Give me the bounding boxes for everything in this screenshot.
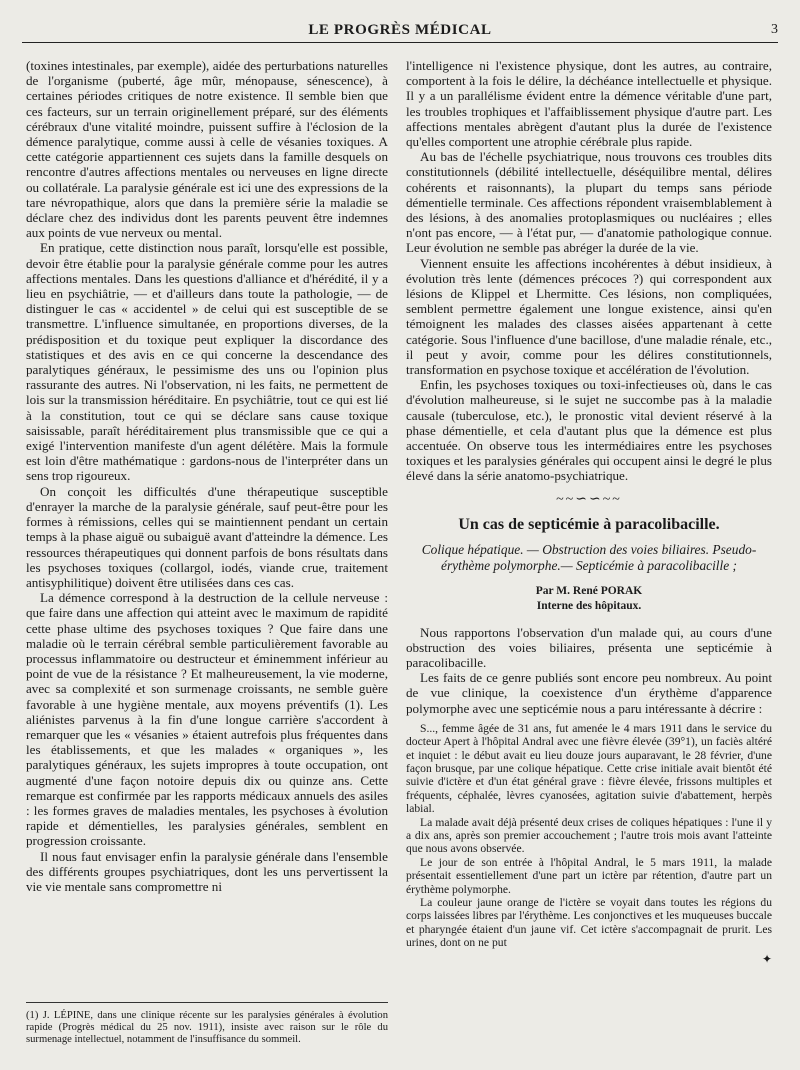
left-column <box>26 58 388 894</box>
article-subtitle: Colique hépatique. — Obstruction des voies biliaires. Pseudo-érythème polymorphe.— Septicémie à paracolibacille ; <box>421 542 757 574</box>
paragraph: On conçoit les difficultés d'une thérapeutique susceptible d'enrayer la marche de la paralysie générale, sauf peut-être pour les formes à rémissions, celles qui se maintiennent pendant un certain temps à la phase aiguë ou subaiguë avant d'atteindre la démence. Les ressources thérapeutiques qui donnent parfois de bons résultats dans les psychoses toxiques (collargol, iodés, viande crue, traitement antisyphilitique) doivent être utilisées dans ces cas. <box>26 483 388 590</box>
paragraph: Nous rapportons l'observation d'un malade qui, au cours d'une obstruction des voies biliaires, présenta une septicémie à paracolibacille. <box>406 624 772 670</box>
journal-title: LE PROGRÈS MÉDICAL <box>308 22 492 38</box>
footnote-rule <box>26 1002 388 1003</box>
section-ornament: ~~∽∽~~ <box>556 491 622 507</box>
article-title: Un cas de septicémie à paracolibacille. <box>458 515 720 533</box>
paragraph: Viennent ensuite les affections incohérentes à début insidieux, à évolution très lente (démences précoces ?) qui correspondent aux lésions de Klippel et Lhermitte. Ces lésions, non compliquées, semblent permettre également une longue existence, ainsi qu'en témoignent les malades des classes aisées appartenant à cette catégorie. Sous l'influence d'une bacillose, d'une maladie rénale, etc., il peut y avoir, comme pour les délires constitutionnels, transformation en psychose toxique et accélération de l'évolution. <box>406 255 772 378</box>
paragraph: Enfin, les psychoses toxiques ou toxi-infectieuses où, dans le cas d'évolution malheureuse, si le sujet ne succombe pas à la maladie causale (tuberculose, etc.), le pronostic vital devient réservé à la phase démentielle, et cela d'autant plus que la démence est plus accentuée. On observe tous les intermédiaires entre les psychoses toxiques et les paralysies générales qui occupent ainsi le degré le plus élevé dans la série anatomo-psychiatrique. <box>406 377 772 484</box>
right-column <box>406 58 772 967</box>
article-author: Par M. René PORAK <box>535 585 643 598</box>
paragraph: l'intelligence ni l'existence physique, dont les autres, au contraire, comportent à la fois le délire, la déchéance intellectuelle et physique. Il y a un parallélisme évident entre la démence véritable d'une part, les troubles trophiques et l'affaiblissement physique d'autre part. Les affections mentales abrègent d'autant plus la durée de l'existence qu'elles comportent une atrophie cérébrale plus rapide. <box>406 58 772 150</box>
observation-paragraph: La couleur jaune orange de l'ictère se voyait dans toutes les régions du corps laissées libres par l'érythème. Les conjonctives et les muqueuses buccale et pharyngée étaient d'un jaune vif. Cet ictère s'accompagnait de prurit. Les urines, dont on ne put <box>406 896 772 950</box>
paragraph: Il nous faut envisager enfin la paralysie générale dans l'ensemble des différents groupes psychiatriques, dont les uns pervertissent la vie vie mentale sans compromettre ni <box>26 848 388 894</box>
paragraph: (toxines intestinales, par exemple), aidée des perturbations naturelles de l'organisme (puberté, âge mûr, ménopause, sénescence), à certaines périodes critiques de notre existence. Il semble bien que ces facteurs, sur un terrain originellement préparé, sur des éléments cérébraux d'une vitalité moindre, puissent suffire à l'éclosion de la démence paralytique, comme aussi à celle de vésanies toxiques. A cette catégorie appartiennent ces sujets dans la famille desquels on rencontre d'autres affections mentales ou nerveuses en ligne directe ou collatérale. La paralysie générale est ici une des expressions de la tare névropathique, alors que dans la première série la maladie se déclare chez des individus dont les parents peuvent être indemnes aux points de vue nerveux ou mental. <box>26 58 388 241</box>
paragraph: Les faits de ce genre publiés sont encore peu nombreux. Au point de vue clinique, la coexistence d'un érythème d'apparence polymorphe avec une septicémie nous a paru intéressante à décrire : <box>406 670 772 716</box>
paragraph: En pratique, cette distinction nous paraît, lorsqu'elle est possible, devoir être établie pour la paralysie générale comme pour les autres affections mentales. Dans les questions d'alliance et d'hérédité, il y a lieu en psychiâtrie, — et d'ailleurs dans toute la pathologie, — de distinguer le cas « accidentel » de celui qui est susceptible de se transmettre. L'influence simultanée, en proportions diverses, de la prédisposition et du toxique peut expliquer la discordance des statistiques et des avis en ce qui concerne la descendance des paralytiques généraux, le pessimisme des uns ou l'opinion plus rassurante des autres. Ni l'observation, ni les faits, ne permettent de lois sur la transmission héréditaire. En psychiâtrie, tout ce qui est lié à la constitution, tout ce qui se déclare sans cause toxique saisissable, paraît héréditairement plus transmissible que ce qui a exigé l'intervention manifeste d'un agent délétère. Mais la formule est loin d'être mathématique : gardons-nous de l'interpréter dans un sens trop rigoureux. <box>26 240 388 484</box>
continuation-mark: ✦ <box>761 951 772 966</box>
page-header <box>22 20 778 43</box>
observation-paragraph: Le jour de son entrée à l'hôpital Andral, le 5 mars 1911, la malade présentait essentiellement d'une part un ictère par rétention, d'autre part un érythème polymorphe. <box>406 855 772 896</box>
footnote: (1) J. LÉPINE, dans une clinique récente sur les paralysies générales à évolution rapide (Progrès médical du 25 nov. 1911), insiste avec raison sur le rôle du surmenage intellectuel, notamment de l'insuffisance du sommeil. <box>26 1010 388 1045</box>
paragraph: La démence correspond à la destruction de la cellule nerveuse : que faire dans une affection qui atteint avec le maximum de rapidité cette phase ultime des psychoses toxiques ? Que faire dans une maladie où le terrain cérébral semble particulièrement favorable au processus inflammatoire ou destructeur et éminemment inférieur au point de vue de la résistance ? Et malheureusement, la vie moderne, avec sa complexité et son surmenage croissants, ne semble guère favorable à une hygiène mentale, aux moyens préventifs (1). Les aliénistes parvenus à la fin d'une longue carrière s'accordent à remarquer que les « vésanies » étaient autrefois plus fréquentes dans les établissements, et que les malades « organiques », les paralytiques généraux, les sujets impropres à toute occupation, ont augmenté d'une façon notoire depuis dix ou quinze ans. Cette remarque est confirmée par les rapports médicaux annuels des asiles : les formes graves de maladies mentales, les psychoses à évolution rapide et démentielles, les paralysies générales, semblent en progression croissante. <box>26 590 388 849</box>
observation-paragraph: S..., femme âgée de 31 ans, fut amenée le 4 mars 1911 dans le service du docteur Apert à l'hôpital Andral avec une fièvre élevée (39°1), un faciès altéré et inquiet : le début avait eu lieu douze jours auparavant, le 28 février, d'une façon brusque, par une colique hépatique. Cette crise initiale avait bientôt été suivie d'ictère et d'un état général grave : fièvre élevée, frissons multiples et fréquents, céphalée, lèvres cyanosées, agitation suivie d'abattement, herpès labial. <box>406 721 772 816</box>
footnote-block <box>26 1010 388 1046</box>
page-number: 3 <box>771 22 778 37</box>
author-role: Interne des hôpitaux. <box>536 600 642 613</box>
paragraph: Au bas de l'échelle psychiatrique, nous trouvons ces troubles dits constitutionnels (débilité intellectuelle, déséquilibre mental, délires cohérents et raisonnants), la plupart du temps sans période démentielle terminale. Ces affections répondent vraisemblablement à des lésions, à des anomalies protoplasmiques ou nucléaires ; elles n'ont pas encore, — à l'état pur, — d'anatomie pathologique connue. Leur évolution ne semble pas abréger la durée de la vie. <box>406 149 772 256</box>
observation-paragraph: La malade avait déjà présenté deux crises de coliques hépatiques : l'une il y a dix ans, après son premier accouchement ; l'autre trois mois avant l'atteinte que nous avons observée. <box>406 815 772 856</box>
